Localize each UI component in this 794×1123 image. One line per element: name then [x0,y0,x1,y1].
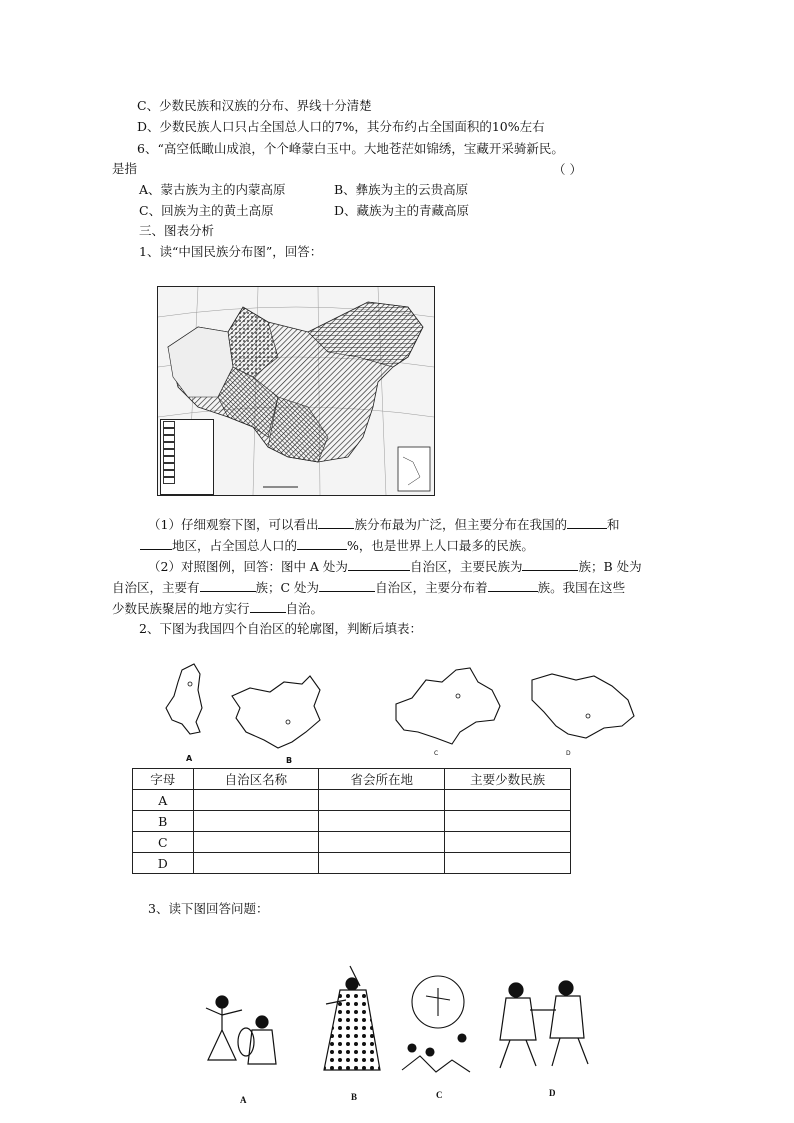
outline-label-a: A [186,754,193,763]
table-header-row [133,769,571,790]
cell-ethnic[interactable] [445,811,571,832]
table-header: 主要少数民族 [445,769,571,790]
dancer-group-a [206,996,276,1064]
answer-table [132,768,571,874]
q6-option-b: B、彝族为主的云贵高原 [334,182,469,197]
cell-capital[interactable] [319,811,445,832]
cell-ethnic[interactable] [445,832,571,853]
cell-capital[interactable] [319,790,445,811]
cell-name[interactable] [193,811,319,832]
blank-4[interactable] [297,536,347,550]
q2-title: 2、下图为我国四个自治区的轮廓图，判断后填表： [139,621,422,636]
cell-name[interactable] [193,853,319,874]
dance-label-a: A [240,1095,247,1105]
blank-3[interactable] [140,536,172,550]
blank-5[interactable] [348,557,410,571]
blank-2[interactable] [567,515,607,529]
row-letter: A [133,790,194,811]
cell-capital[interactable] [319,832,445,853]
outline-a [166,664,202,734]
map-legend [160,419,214,495]
q6-option-a: A、蒙古族为主的内蒙高原 [139,182,286,197]
table-row [133,853,571,874]
blank-9[interactable] [488,578,538,592]
dance-label-d: D [549,1088,556,1098]
dance-label-c: C [436,1090,443,1100]
q1-p2-line3: 少数民族聚居的地方实行 自治。 [112,601,324,616]
table-header: 自治区名称 [193,769,319,790]
blank-7[interactable] [200,578,256,592]
q1-p2-line2: 自治区，主要有 族；C 处为 自治区，主要分布着 族。我国在这些 [112,580,626,595]
table-header: 字母 [133,769,194,790]
q1-p2-line1: （2）对照图例，回答：图中 A 处为 自治区，主要民族为 族；B 处为 [148,559,642,574]
row-letter: C [133,832,194,853]
option-c-top: C、少数民族和汉族的分布、界线十分清楚 [137,98,372,113]
outline-c [396,668,500,744]
dance-label-b: B [351,1092,358,1102]
outline-d [532,674,634,738]
row-letter: D [133,853,194,874]
china-ethnic-map [157,286,435,496]
q6-option-c: C、回族为主的黄土高原 [139,203,274,218]
table-row [133,811,571,832]
option-d-top: D、少数民族人口只占全国总人口的7%，其分布约占全国面积的10%左右 [137,119,545,134]
dance-illustrations [200,960,600,1090]
q6-answer-paren: （ ） [553,162,582,177]
outline-label-c: C [434,750,439,757]
q1-p1-line2: 地区，占全国总人口的 %，也是世界上人口最多的民族。 [140,536,534,555]
blank-1[interactable] [318,515,354,529]
q1-p1-line1: （1）仔细观察下图，可以看出 族分布最为广泛，但主要分布在我国的 和 [148,517,620,532]
blank-6[interactable] [522,557,578,571]
cell-name[interactable] [193,790,319,811]
table-header: 省会所在地 [319,769,445,790]
table-row [133,832,571,853]
q1-title: 1、读“中国民族分布图”，回答： [139,244,323,259]
row-letter: B [133,811,194,832]
cell-capital[interactable] [319,853,445,874]
section-title: 三、图表分析 [139,223,215,238]
cell-ethnic[interactable] [445,790,571,811]
dancer-group-d [500,981,588,1068]
dancer-group-b [324,966,380,1070]
outline-b [232,676,320,748]
table-row [133,790,571,811]
cell-name[interactable] [193,832,319,853]
region-outlines [160,660,640,760]
outline-label-b: B [286,756,293,765]
dancer-group-c [402,976,470,1072]
blank-8[interactable] [319,578,375,592]
q3-title: 3、读下图回答问题： [148,901,269,916]
q6-stem-cont: 是指 [112,161,138,176]
cell-ethnic[interactable] [445,853,571,874]
q6-stem: 6、“高空低瞰山成浪，个个峰蒙白玉中。大地苍茫如锦绣，宝藏开采骑新民。 [137,141,564,156]
q6-option-d: D、藏族为主的青藏高原 [334,203,470,218]
blank-10[interactable] [250,599,286,613]
outline-label-d: D [566,750,571,757]
